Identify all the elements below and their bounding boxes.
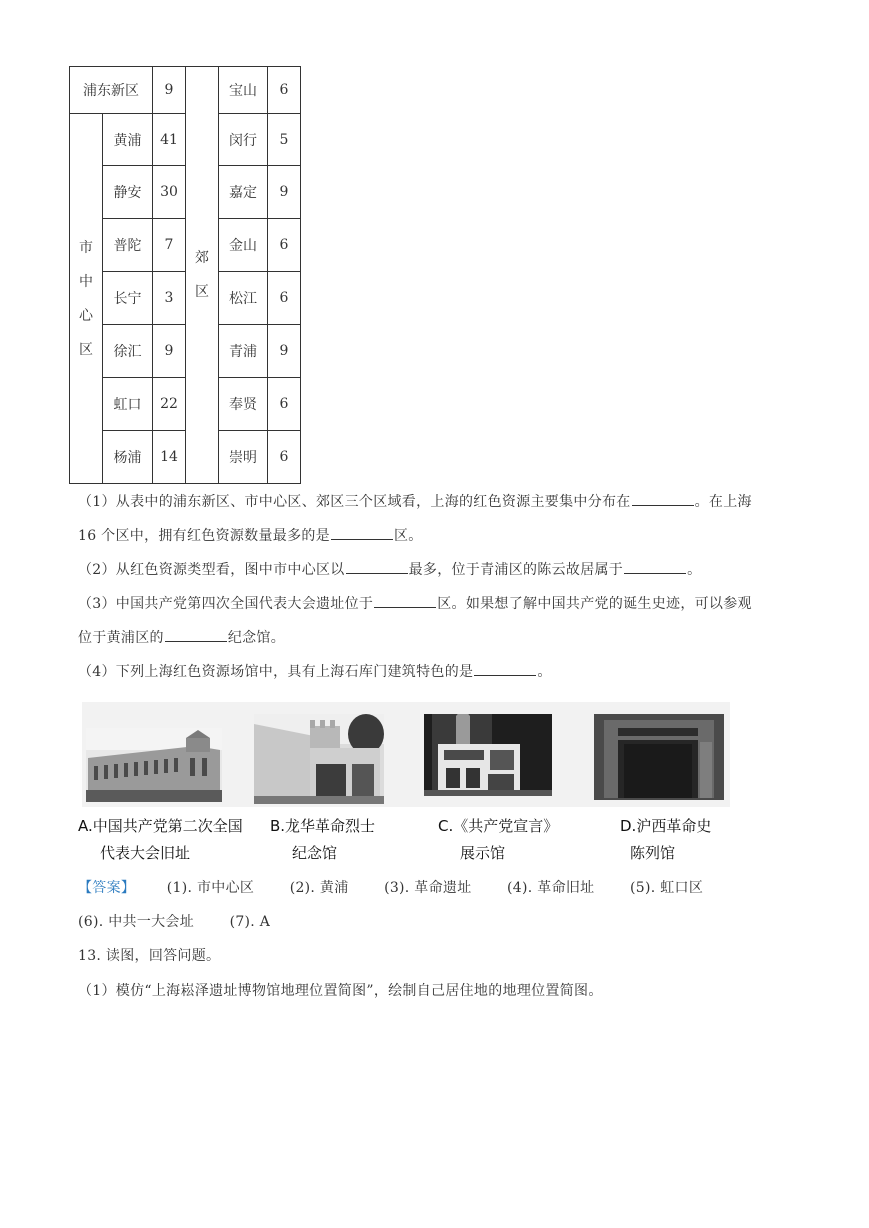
question-13-sub-1: （1）模仿“上海崧泽遗址博物馆地理位置简图”，绘制自己居住地的地理位置简图。 bbox=[78, 983, 603, 999]
question-13-title: 13. 读图，回答问题。 bbox=[78, 948, 221, 964]
option-d-caption-line-2: 陈列馆 bbox=[630, 844, 676, 862]
answer-item: (6). 中共一大会址 bbox=[78, 914, 195, 930]
suburb-count-cell: 6 bbox=[268, 272, 301, 325]
city-name-cell: 徐汇 bbox=[103, 325, 153, 378]
answer-blank bbox=[624, 561, 686, 574]
answer-label: 【答案】 bbox=[78, 880, 136, 896]
option-b-caption-line-2: 纪念馆 bbox=[292, 844, 338, 862]
answer-item: (3). 革命遗址 bbox=[384, 880, 472, 896]
pudong-name-cell: 浦东新区 bbox=[70, 67, 153, 114]
option-c-caption-line-2: 展示馆 bbox=[460, 844, 506, 862]
answer-item: (1). 市中心区 bbox=[166, 880, 255, 896]
question-3-line-2: 位于黄浦区的 纪念馆。 bbox=[78, 630, 286, 646]
city-count-cell: 22 bbox=[153, 378, 186, 431]
option-b-caption-line-1: B.龙华革命烈士 bbox=[270, 817, 376, 835]
suburb-name-cell: 闵行 bbox=[219, 114, 268, 166]
city-name-cell: 长宁 bbox=[103, 272, 153, 325]
suburb-count-cell: 9 bbox=[268, 325, 301, 378]
option-a-caption-line-2: 代表大会旧址 bbox=[100, 844, 191, 862]
city-count-cell: 14 bbox=[153, 431, 186, 484]
answer-item: (7). A bbox=[229, 914, 271, 930]
city-name-cell: 黄浦 bbox=[103, 114, 153, 166]
answer-blank bbox=[474, 663, 536, 676]
city-name-cell: 普陀 bbox=[103, 219, 153, 272]
suburb-count-cell: 5 bbox=[268, 114, 301, 166]
suburb-count-cell: 9 bbox=[268, 166, 301, 219]
city-count-cell: 30 bbox=[153, 166, 186, 219]
question-1-line-1: （1）从表中的浦东新区、市中心区、郊区三个区域看，上海的红色资源主要集中分布在 。在上海 bbox=[78, 494, 752, 510]
city-name-cell: 杨浦 bbox=[103, 431, 153, 484]
suburb-name-cell: 奉贤 bbox=[219, 378, 268, 431]
city-count-cell: 7 bbox=[153, 219, 186, 272]
suburb-name-cell: 崇明 bbox=[219, 431, 268, 484]
answer-item: (4). 革命旧址 bbox=[507, 880, 595, 896]
city-group-label: 市 中 心 区 bbox=[70, 114, 103, 484]
answer-blank bbox=[165, 629, 227, 642]
answer-blank bbox=[632, 493, 694, 506]
pudong-count-cell: 9 bbox=[153, 67, 186, 114]
answer-blank bbox=[346, 561, 408, 574]
suburb-count-cell: 6 bbox=[268, 219, 301, 272]
suburb-name-cell: 宝山 bbox=[219, 67, 268, 114]
red-resources-table bbox=[69, 66, 301, 484]
city-count-cell: 41 bbox=[153, 114, 186, 166]
city-name-cell: 静安 bbox=[103, 166, 153, 219]
suburb-count-cell: 6 bbox=[268, 431, 301, 484]
suburb-name-cell: 松江 bbox=[219, 272, 268, 325]
photo-strip bbox=[82, 702, 730, 807]
suburb-count-cell: 6 bbox=[268, 67, 301, 114]
city-count-cell: 3 bbox=[153, 272, 186, 325]
suburb-group-label: 郊 区 bbox=[186, 67, 219, 484]
option-a-caption-line-1: A.中国共产党第二次全国 bbox=[78, 817, 243, 835]
suburb-name-cell: 青浦 bbox=[219, 325, 268, 378]
question-1-line-2: 16 个区中，拥有红色资源数量最多的是 区。 bbox=[78, 528, 423, 544]
answer-line-2 bbox=[78, 911, 270, 931]
question-4: （4）下列上海红色资源场馆中，具有上海石库门建筑特色的是 。 bbox=[78, 664, 552, 680]
question-2: （2）从红色资源类型看，图中市中心区以 最多，位于青浦区的陈云故居属于 。 bbox=[78, 562, 702, 578]
photo-a-long-building bbox=[86, 728, 222, 802]
answer-item: (5). 虹口区 bbox=[630, 880, 704, 896]
question-3-line-1: （3）中国共产党第四次全国代表大会遗址位于 区。如果想了解中国共产党的诞生史迹，可以参观 bbox=[78, 596, 752, 612]
answer-line-1 bbox=[78, 877, 703, 897]
answer-blank bbox=[331, 527, 393, 540]
photo-d-shikumen-gate bbox=[594, 714, 724, 800]
city-count-cell: 9 bbox=[153, 325, 186, 378]
photo-b-memorial-gate bbox=[254, 714, 384, 804]
option-d-caption-line-1: D.沪西革命史 bbox=[620, 817, 712, 835]
option-c-caption-line-1: C.《共产党宣言》 bbox=[438, 817, 559, 835]
answer-blank bbox=[374, 595, 436, 608]
suburb-name-cell: 金山 bbox=[219, 219, 268, 272]
answer-item: (2). 黄浦 bbox=[289, 880, 349, 896]
city-name-cell: 虹口 bbox=[103, 378, 153, 431]
suburb-name-cell: 嘉定 bbox=[219, 166, 268, 219]
suburb-count-cell: 6 bbox=[268, 378, 301, 431]
photo-c-manifesto-house bbox=[424, 714, 552, 796]
